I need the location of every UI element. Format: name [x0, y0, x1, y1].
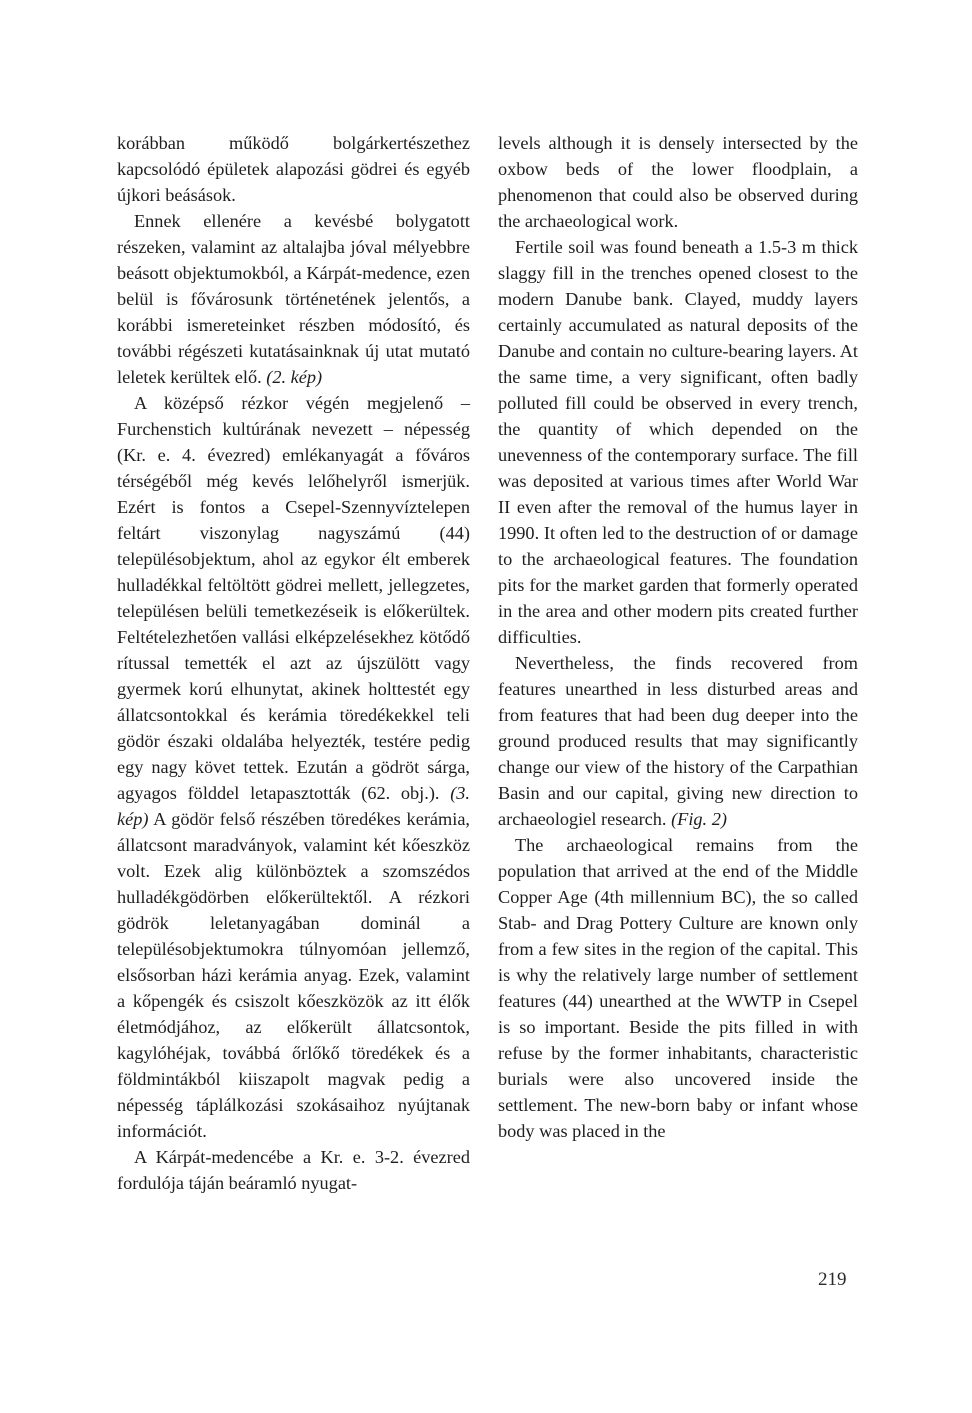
paragraph: [117, 208, 470, 390]
left-column-hungarian: [117, 130, 470, 1196]
figure-reference: (2. kép): [266, 367, 323, 387]
paragraph: A Kárpát-medencébe a Kr. e. 3-2. évezred fordulója táján beáramló nyugat-: [117, 1147, 470, 1193]
paragraph: Fertile soil was found beneath a 1.5-3 m thick slaggy fill in the trenches opened closest to the modern Danube bank. Clayed, muddy layers certainly accumulated as natural deposits of the Danube and contain no culture-bearing layers. At the same time, a very significant, often badly polluted fill could be observed in every trench, the quantity of which depended on the unevenness of the contemporary surface. The fill was deposited at various times after World War II even after the removal of the humus layer in 1990. It often led to the destruction of or damage to the archaeological features. The foundation pits for the market garden that formerly operated in the area and other modern pits created further difficulties.: [498, 237, 858, 647]
paragraph: [117, 390, 470, 1144]
paragraph: [498, 650, 858, 832]
page-number: 219: [818, 1269, 847, 1290]
paragraph-text: A gödör felső részében töredékes kerámia, állatcsont maradványok, valamint két kőeszköz volt. Ezek alig különböztek a szomszédos hulladékgödörben előkerültektől. A rézkori gödrök leletanyagában dominál a településobjektumokra túlnyomóan jellemző, elsősorban házi kerámia anyag. Ezek, valamint a kőpengék és csiszolt kőeszközök az itt élők életmódjához, az előkerült állatcsontok, kagylóhéjak, továbbá őrlőkő töredékek és a földmintákból kiiszapolt magvak pedig a népesség táplálkozási szokásaihoz nyújtanak információt.: [117, 809, 470, 1141]
paragraph: levels although it is densely intersected by the oxbow beds of the lower floodplain, a phenomenon that could also be observed during the archaeological work.: [498, 133, 858, 231]
paragraph-text: A középső rézkor végén megjelenő – Furchenstich kultúrának nevezett – népesség (Kr. e. 4. évezred) emlékanyagát a főváros térségéből még kevés lelőhelyről ismerjük. Ezért is fontos a Csepel-Szennyvíztelepen feltárt viszonylag nagyszámú (44) településobjektum, ahol az egykor élt emberek hulladékkal feltöltött gödrei mellett, jellegzetes, településen belüli temetkezéseik is előkerültek. Feltételezhetően vallási elképzelésekhez kötődő rítussal temették el azt az újszülött vagy gyermek korú elhunytat, akinek holttestét egy állatcsontokkal és kerámia töredékekkel teli gödör északi oldalába helyezték, testére pedig egy nagy követ tettek. Ezután a gödröt sárga, agyagos földdel letapasztották (62. obj.).: [117, 393, 470, 803]
paragraph-text: Ennek ellenére a kevésbé bolygatott részeken, valamint az altalajba jóval mélyebbre beásott objektumokból, a Kárpát-medence, ezen belül is fővárosunk történetének jelentős, a korábbi ismereteinket részben módosító, és további régészeti kutatásainknak új utat mutató leletek kerültek elő.: [117, 211, 470, 387]
figure-reference: (Fig. 2): [671, 809, 727, 829]
paragraph-text: Nevertheless, the finds recovered from features unearthed in less disturbed areas and from features that had been dug deeper into the ground produced results that may significantly change our view of the history of the Carpathian Basin and our capital, giving new direction to archaeologiel research.: [498, 653, 858, 829]
paragraph: korábban működő bolgárkertészethez kapcsolódó épületek alapozási gödrei és egyéb újkori beásások.: [117, 133, 470, 205]
right-column-english: [498, 130, 858, 1144]
paragraph: The archaeological remains from the population that arrived at the end of the Middle Copper Age (4th millennium BC), the so called Stab- and Drag Pottery Culture are known only from a few sites in the region of the capital. This is why the relatively large number of settlement features (44) unearthed at the WWTP in Csepel is so important. Beside the pits filled in with refuse by the former inhabitants, characteristic burials were also uncovered inside the settlement. The new-born baby or infant whose body was placed in the: [498, 835, 858, 1141]
figure-reference: (3. kép): [117, 783, 471, 829]
